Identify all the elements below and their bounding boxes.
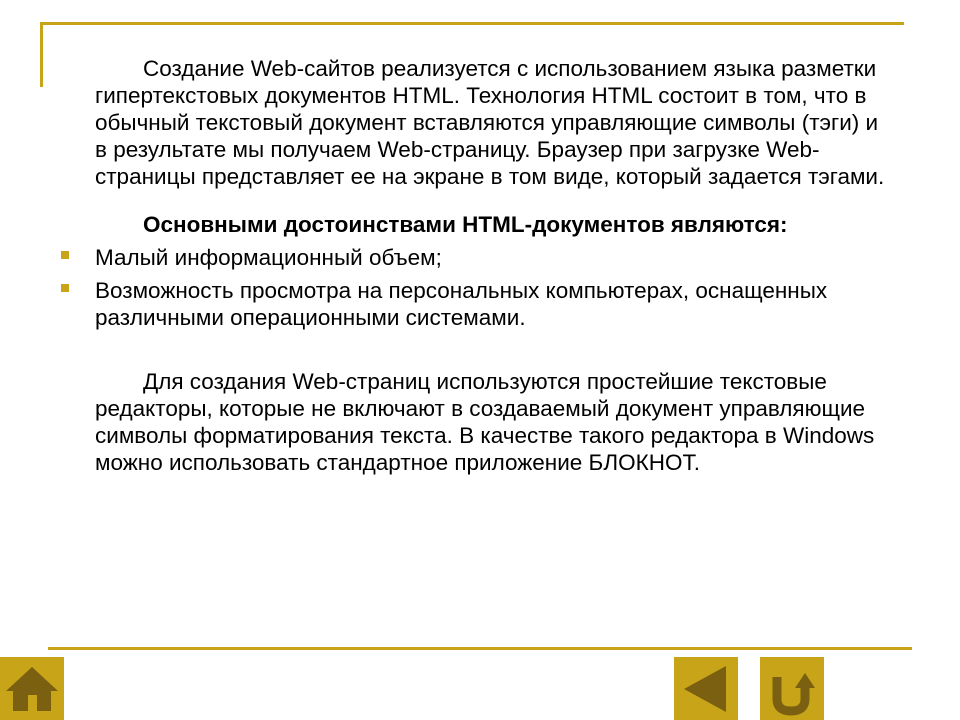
bullet-square-icon: [61, 251, 69, 259]
editors-paragraph: Для создания Web-страниц используются простейшие текстовые редакторы, которые не включают в создаваемый документ управляющие символы форматирования текста. В качестве такого редактора в Windows можно использовать стандартное приложение БЛОКНОТ.: [95, 369, 875, 475]
frame-left-line: [40, 22, 43, 87]
return-arrow-icon: [760, 657, 824, 720]
list-item: [95, 277, 885, 331]
advantages-list: [95, 244, 885, 331]
bullet-square-icon: [61, 284, 69, 292]
list-item: [95, 244, 885, 271]
frame-bottom-line: [48, 647, 912, 650]
return-button[interactable]: [760, 657, 824, 720]
home-icon: [0, 657, 64, 720]
advantages-heading: Основными достоинствами HTML-документов являются:: [143, 212, 788, 237]
home-button[interactable]: [0, 657, 64, 720]
intro-paragraph: Создание Web-сайтов реализуется с использованием языка разметки гипертекстовых документов HTML. Технология HTML состоит в том, что в обычный текстовый документ вставляются управляющие символы (тэги) и в результате мы получаем Web-страницу. Браузер при загрузке Web-страницы представляет ее на экране в том виде, который задается тэгами.: [95, 56, 885, 189]
slide-content: [95, 55, 885, 476]
back-arrow-icon: [674, 657, 738, 720]
back-button[interactable]: [674, 657, 738, 720]
list-item-text: Малый информационный объем;: [95, 245, 442, 270]
frame-top-line: [40, 22, 904, 25]
list-item-text: Возможность просмотра на персональных компьютерах, оснащенных различными операционными системами.: [95, 278, 828, 330]
